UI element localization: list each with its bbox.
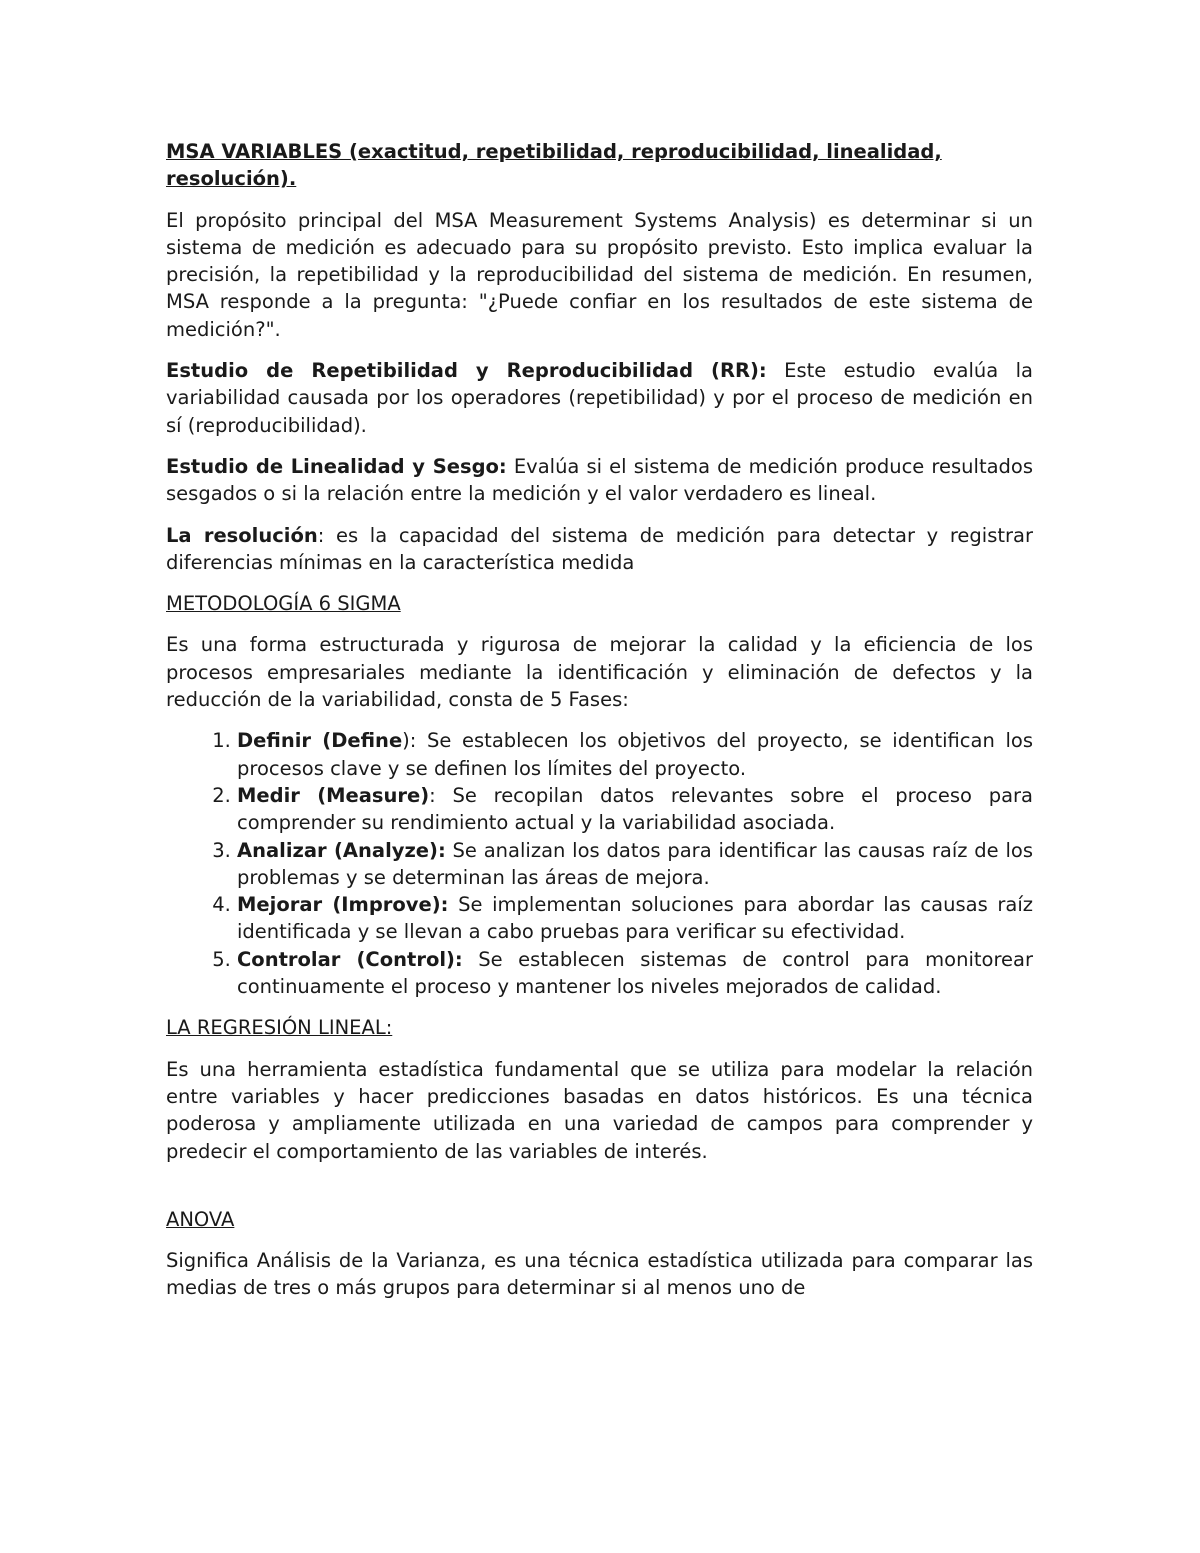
fase-text: : Se establecen los objetivos del proyecto, se identifican los procesos clave y se definen los límites del proyecto. xyxy=(237,729,1033,780)
linealidad-text: Evalúa si el sistema de medición produce resultados sesgados o si la relación entre la medición y el valor verdadero es lineal. xyxy=(166,454,1034,506)
fase-lead: Medir (Measure) xyxy=(237,783,430,807)
document-page xyxy=(166,138,1033,1316)
fase-text: Se analizan los datos para identificar las causas raíz de los problemas y se determinan las áreas de mejora. xyxy=(237,838,1033,889)
msa-heading: MSA VARIABLES (exactitud, repetibilidad, reproducibilidad, linealidad, resolución). xyxy=(166,140,942,191)
blank-line xyxy=(166,1179,1033,1206)
regresion-paragraph: Es una herramienta estadística fundamental que se utiliza para modelar la relación entre variables y hacer predicciones basadas en datos históricos. Es una técnica poderosa y ampliamente utilizada en una variedad de campos para comprender y predecir el comportamiento de las variables de interés. xyxy=(166,1057,1033,1163)
sigma-intro-paragraph: Es una forma estructurada y rigurosa de mejorar la calidad y la eficiencia de los procesos empresariales mediante la identificación y eliminación de defectos y la reducción de la variabilidad, consta de 5 Fases: xyxy=(166,633,1033,712)
msa-intro-paragraph: El propósito principal del MSA Measurement Systems Analysis) es determinar si un sistema de medición es adecuado para su propósito previsto. Esto implica evaluar la precisión, la repetibilidad y la reproducibilidad del sistema de medición. En resumen, MSA responde a la pregunta: "¿Puede confiar en los resultados de este sistema de medición?". xyxy=(166,208,1033,341)
resolucion-text: : es la capacidad del sistema de medición para detectar y registrar diferencias mínimas en la característica medida xyxy=(166,523,1033,574)
rr-text: Este estudio evalúa la variabilidad causada por los operadores (repetibilidad) y por el proceso de medición en sí (reproducibilidad). xyxy=(166,359,1033,437)
list-item xyxy=(237,727,1033,782)
fases-list xyxy=(166,727,1033,1000)
list-item xyxy=(237,837,1033,892)
fase-lead: Definir (Define xyxy=(237,729,403,753)
linealidad-lead: Estudio de Linealidad y Sesgo: xyxy=(166,454,507,478)
anova-heading: ANOVA xyxy=(166,1207,235,1231)
fase-text: Se implementan soluciones para abordar las causas raíz identificada y se llevan a cabo pruebas para verificar su efectividad. xyxy=(237,893,1033,944)
resolucion-lead: La resolución xyxy=(166,523,318,547)
fase-after-lead: ) xyxy=(402,729,410,753)
regresion-heading: LA REGRESIÓN LINEAL: xyxy=(166,1016,393,1040)
fase-text: : Se recopilan datos relevantes sobre el proceso para comprender su rendimiento actual y la variabilidad asociada. xyxy=(237,783,1033,835)
fase-lead: Controlar (Control): xyxy=(237,947,463,971)
list-item xyxy=(237,891,1033,946)
rr-lead: Estudio de Repetibilidad y Reproducibilidad (RR): xyxy=(166,359,767,383)
rr-paragraph xyxy=(166,357,1033,439)
anova-paragraph: Significa Análisis de la Varianza, es una técnica estadística utilizada para comparar las medias de tres o más grupos para determinar si al menos uno de xyxy=(166,1249,1033,1300)
fase-lead: Mejorar (Improve): xyxy=(237,893,449,917)
list-item xyxy=(237,782,1033,837)
list-item xyxy=(237,946,1033,1001)
linealidad-paragraph xyxy=(166,453,1033,508)
fase-text: Se establecen sistemas de control para monitorear continuamente el proceso y mantener los niveles mejorados de calidad. xyxy=(237,947,1033,999)
sigma-heading: METODOLOGÍA 6 SIGMA xyxy=(166,592,401,616)
fase-lead: Analizar (Analyze): xyxy=(237,838,446,862)
resolucion-paragraph xyxy=(166,522,1033,577)
